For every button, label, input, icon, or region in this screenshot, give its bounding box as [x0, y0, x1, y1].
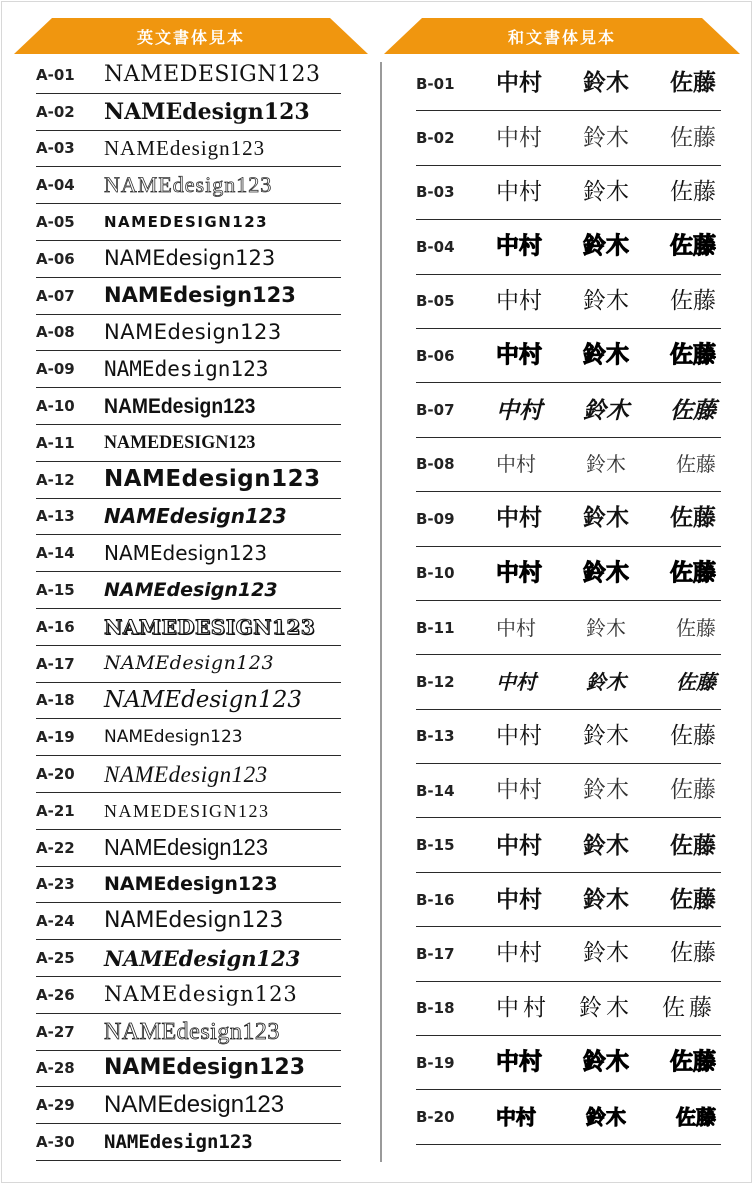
- english-sample-row: [36, 572, 341, 609]
- japanese-typeface-header: [384, 18, 740, 54]
- japanese-sample-row: [416, 764, 721, 818]
- japanese-sample-row: [416, 1090, 721, 1144]
- sample-name: 中村: [496, 342, 542, 369]
- typeface-sample: [496, 287, 716, 314]
- sample-name: 中村: [496, 777, 542, 804]
- sample-code: A-15: [36, 581, 75, 600]
- typeface-sample: [496, 344, 716, 367]
- sample-name: 中村: [496, 178, 542, 205]
- english-sample-row: [36, 388, 341, 425]
- sample-name: 佐藤: [670, 559, 716, 586]
- sample-name: 佐藤: [670, 124, 716, 151]
- sample-name: 佐藤: [670, 233, 716, 260]
- sample-name: 鈴木: [583, 70, 629, 97]
- sample-code: B-13: [416, 727, 455, 746]
- sample-name: 鈴木: [586, 615, 626, 640]
- sample-name: 佐藤: [670, 396, 716, 424]
- japanese-sample-row: [416, 111, 721, 165]
- english-sample-row: [36, 1014, 341, 1051]
- english-sample-row: [36, 1051, 341, 1088]
- english-typeface-header: [14, 18, 368, 54]
- sample-code: A-27: [36, 1022, 75, 1041]
- typeface-sample: NAMEDESIGN123: [104, 800, 270, 821]
- sample-code: B-01: [416, 74, 455, 93]
- sample-code: A-06: [36, 249, 75, 268]
- sample-code: A-21: [36, 801, 75, 820]
- sample-name: 佐藤: [662, 994, 716, 1021]
- typeface-sample: NAMEDESIGN123: [104, 212, 269, 231]
- typeface-sample: NAMEdesign123: [104, 135, 266, 160]
- english-sample-row: [36, 241, 341, 278]
- sample-name: 佐藤: [670, 342, 716, 369]
- sample-name: 鈴木: [586, 669, 626, 694]
- sample-name: 鈴木: [583, 124, 629, 151]
- sample-name: 鈴木: [583, 722, 629, 749]
- english-sample-list: [36, 57, 341, 1161]
- sample-name: 佐藤: [670, 287, 716, 314]
- japanese-sample-list: [416, 57, 721, 1145]
- sample-code: A-25: [36, 949, 75, 968]
- typeface-sample: [496, 722, 716, 749]
- sample-code: B-02: [416, 129, 455, 148]
- japanese-sample-row: [416, 166, 721, 220]
- english-sample-row: [36, 1124, 341, 1161]
- english-sample-row: [36, 609, 341, 646]
- sample-name: 佐藤: [676, 669, 716, 694]
- sample-code: B-08: [416, 455, 455, 474]
- sample-name: 佐藤: [670, 777, 716, 804]
- english-sample-row: [36, 940, 341, 977]
- sample-code: B-20: [416, 1108, 455, 1127]
- sample-code: A-18: [36, 691, 75, 710]
- sample-name: 鈴木: [583, 287, 629, 314]
- typeface-sample: NAMEDESIGN123: [104, 61, 321, 87]
- sample-code: B-11: [416, 618, 455, 637]
- sample-name: 中村: [496, 886, 542, 914]
- sample-name: 鈴木: [583, 1049, 629, 1076]
- english-sample-row: [36, 867, 341, 904]
- english-sample-row: [36, 57, 341, 94]
- english-sample-row: [36, 315, 341, 352]
- english-sample-row: [36, 425, 341, 462]
- sample-code: B-09: [416, 509, 455, 528]
- japanese-sample-row: [416, 655, 721, 709]
- typeface-sample: [496, 994, 716, 1021]
- japanese-sample-row: [416, 927, 721, 981]
- english-sample-row: [36, 94, 341, 131]
- english-sample-row: [36, 719, 341, 756]
- sample-code: A-12: [36, 470, 75, 489]
- typeface-sample: NAMEdesign123: [104, 504, 287, 529]
- typeface-sample: NAMEdesign123: [104, 982, 298, 1007]
- sample-code: B-19: [416, 1053, 455, 1072]
- japanese-sample-row: [416, 438, 721, 492]
- sample-name: 鈴木: [579, 994, 633, 1021]
- typeface-sample: NAMEdesign123: [104, 872, 278, 895]
- english-sample-row: [36, 1087, 341, 1124]
- typeface-sample: NAMEdesign123: [104, 98, 310, 125]
- sample-name: 中村: [496, 669, 536, 694]
- sample-code: A-04: [36, 176, 75, 195]
- sample-name: 中村: [496, 396, 542, 424]
- sample-code: B-05: [416, 292, 455, 311]
- sample-code: A-16: [36, 617, 75, 636]
- sample-code: A-29: [36, 1096, 75, 1115]
- english-sample-row: [36, 977, 341, 1014]
- sample-name: 鈴木: [583, 396, 629, 424]
- typeface-sample: [496, 124, 716, 151]
- typeface-sample: NAMEdesign123: [104, 1091, 285, 1119]
- english-sample-row: [36, 351, 341, 388]
- typeface-sample: NAMEdesign123: [104, 908, 284, 934]
- sample-name: 佐藤: [670, 886, 716, 914]
- sample-code: A-09: [36, 360, 75, 379]
- english-sample-row: [36, 793, 341, 830]
- sample-code: B-06: [416, 346, 455, 365]
- japanese-sample-row: [416, 873, 721, 927]
- sample-code: A-07: [36, 286, 75, 305]
- english-sample-row: [36, 167, 341, 204]
- typeface-sample: [496, 669, 716, 694]
- sample-name: 中村: [496, 831, 542, 859]
- sample-code: A-26: [36, 985, 75, 1004]
- sample-name: 佐藤: [670, 70, 716, 97]
- japanese-sample-row: [416, 1036, 721, 1090]
- japanese-sample-row: [416, 329, 721, 383]
- typeface-sample: NAMEdesign123: [104, 246, 276, 271]
- sample-name: 鈴木: [583, 831, 629, 859]
- sample-code: B-15: [416, 836, 455, 855]
- japanese-sample-row: [416, 982, 721, 1036]
- sample-code: B-04: [416, 237, 455, 256]
- sample-code: A-08: [36, 323, 75, 342]
- sample-name: 佐藤: [676, 1105, 716, 1130]
- sample-name: 中村: [496, 124, 542, 151]
- japanese-sample-row: [416, 220, 721, 274]
- typeface-sample: NAMEdesign123: [104, 686, 303, 713]
- typeface-sample: NAMEDESIGN123: [104, 432, 256, 454]
- sample-name: 鈴木: [583, 233, 629, 260]
- english-sample-row: [36, 204, 341, 241]
- typeface-sample: [496, 615, 716, 640]
- english-sample-row: [36, 683, 341, 720]
- typeface-sample: [496, 507, 716, 530]
- sample-code: A-20: [36, 765, 75, 784]
- japanese-sample-row: [416, 547, 721, 601]
- sample-name: 佐藤: [670, 178, 716, 205]
- typeface-sample: [496, 452, 716, 477]
- sample-name: 佐藤: [670, 505, 716, 532]
- typeface-sample: NAMEdesign123: [104, 761, 268, 787]
- sample-code: A-28: [36, 1059, 75, 1078]
- column-divider: [380, 62, 382, 1162]
- english-sample-row: [36, 646, 341, 683]
- english-sample-row: [36, 131, 341, 168]
- sample-code: A-23: [36, 875, 75, 894]
- sample-code: B-16: [416, 890, 455, 909]
- typeface-sample: NAMEdesign123: [104, 1018, 280, 1045]
- typeface-sample: [496, 886, 716, 914]
- typeface-sample: NAMEdesign123: [104, 945, 301, 971]
- sample-name: 中村: [496, 287, 542, 314]
- sample-code: B-14: [416, 781, 455, 800]
- typeface-sample: [496, 1105, 716, 1130]
- typeface-sample: [496, 178, 716, 205]
- sample-code: B-10: [416, 564, 455, 583]
- japanese-sample-row: [416, 383, 721, 437]
- sample-code: A-03: [36, 139, 75, 158]
- typeface-sample: [496, 1051, 716, 1074]
- sample-code: A-11: [36, 433, 75, 452]
- typeface-sample: NAMEdesign123: [104, 726, 243, 747]
- sample-code: A-02: [36, 102, 75, 121]
- sample-name: 佐藤: [676, 615, 716, 640]
- sample-name: 中村: [496, 505, 542, 532]
- typeface-sample: NAMEdesign123: [104, 172, 273, 198]
- english-sample-row: [36, 499, 341, 536]
- english-sample-row: [36, 903, 341, 940]
- sample-code: B-17: [416, 944, 455, 963]
- sample-name: 中村: [496, 994, 550, 1021]
- sample-name: 中村: [496, 615, 536, 640]
- sample-name: 中村: [496, 452, 536, 477]
- sample-name: 佐藤: [670, 831, 716, 859]
- typeface-sample: NAMEdesign123: [104, 541, 268, 566]
- typeface-sample: [496, 396, 716, 424]
- sample-code: A-30: [36, 1133, 75, 1151]
- japanese-header-title: 和文書体見本: [507, 27, 616, 47]
- sample-name: 中村: [496, 722, 542, 749]
- sample-code: A-01: [36, 65, 75, 84]
- sample-name: 中村: [496, 1049, 542, 1076]
- sample-name: 鈴木: [583, 342, 629, 369]
- sample-code: A-13: [36, 507, 75, 526]
- typeface-sample: NAMEDESIGN123: [104, 614, 316, 639]
- sample-code: A-22: [36, 838, 75, 857]
- english-sample-row: [36, 278, 341, 315]
- japanese-sample-row: [416, 57, 721, 111]
- sample-code: A-10: [36, 397, 75, 416]
- sample-name: 鈴木: [586, 452, 626, 477]
- english-sample-row: [36, 535, 341, 572]
- sample-code: B-12: [416, 672, 455, 691]
- japanese-sample-row: [416, 492, 721, 546]
- sample-code: A-05: [36, 213, 75, 232]
- sample-name: 中村: [496, 70, 542, 97]
- typeface-sample: NAMEdesign123: [104, 834, 268, 861]
- english-sample-row: [36, 830, 341, 867]
- sample-name: 中村: [496, 940, 542, 967]
- japanese-sample-row: [416, 818, 721, 872]
- sample-name: 鈴木: [583, 559, 629, 586]
- sample-code: A-14: [36, 544, 75, 563]
- typeface-sample: NAMEdesign123: [104, 394, 256, 418]
- sample-code: A-17: [36, 654, 75, 673]
- sample-name: 佐藤: [670, 940, 716, 967]
- typeface-sample: NAMEdesign123: [104, 652, 275, 675]
- typeface-sample: NAMEdesign123: [104, 578, 278, 601]
- sample-code: B-07: [416, 401, 455, 420]
- english-header-title: 英文書体見本: [136, 27, 245, 47]
- sample-name: 鈴木: [583, 886, 629, 914]
- japanese-sample-row: [416, 601, 721, 655]
- sample-code: B-03: [416, 183, 455, 202]
- sample-code: A-19: [36, 728, 75, 747]
- sample-name: 佐藤: [670, 722, 716, 749]
- english-sample-row: [36, 462, 341, 499]
- japanese-sample-row: [416, 275, 721, 329]
- sample-name: 中村: [496, 1105, 536, 1130]
- japanese-sample-row: [416, 710, 721, 764]
- sample-name: 中村: [496, 559, 542, 586]
- typeface-sample: [496, 72, 716, 95]
- english-sample-row: [36, 756, 341, 793]
- sample-name: 佐藤: [676, 452, 716, 477]
- sample-name: 鈴木: [586, 1105, 626, 1130]
- sample-name: 佐藤: [670, 1049, 716, 1076]
- sample-name: 鈴木: [583, 940, 629, 967]
- typeface-sample: [496, 779, 716, 802]
- typeface-sample: NAMEdesign123: [104, 1055, 305, 1081]
- typeface-sample: [496, 559, 716, 586]
- sample-name: 鈴木: [583, 777, 629, 804]
- sample-name: 中村: [496, 233, 542, 260]
- typeface-sample: NAMEdesign123: [104, 1130, 253, 1153]
- typeface-sample: NAMEdesign123: [104, 356, 269, 381]
- typeface-sample: [496, 942, 716, 965]
- sample-name: 鈴木: [583, 178, 629, 205]
- typeface-sample: [496, 235, 716, 258]
- typeface-sample: NAMEdesign123: [104, 283, 296, 308]
- sample-code: A-24: [36, 912, 75, 931]
- sample-name: 鈴木: [583, 505, 629, 532]
- sample-code: B-18: [416, 999, 455, 1018]
- typeface-sample: NAMEdesign123: [104, 319, 282, 344]
- typeface-sample: NAMEdesign123: [104, 466, 321, 493]
- typeface-sample: [496, 831, 716, 859]
